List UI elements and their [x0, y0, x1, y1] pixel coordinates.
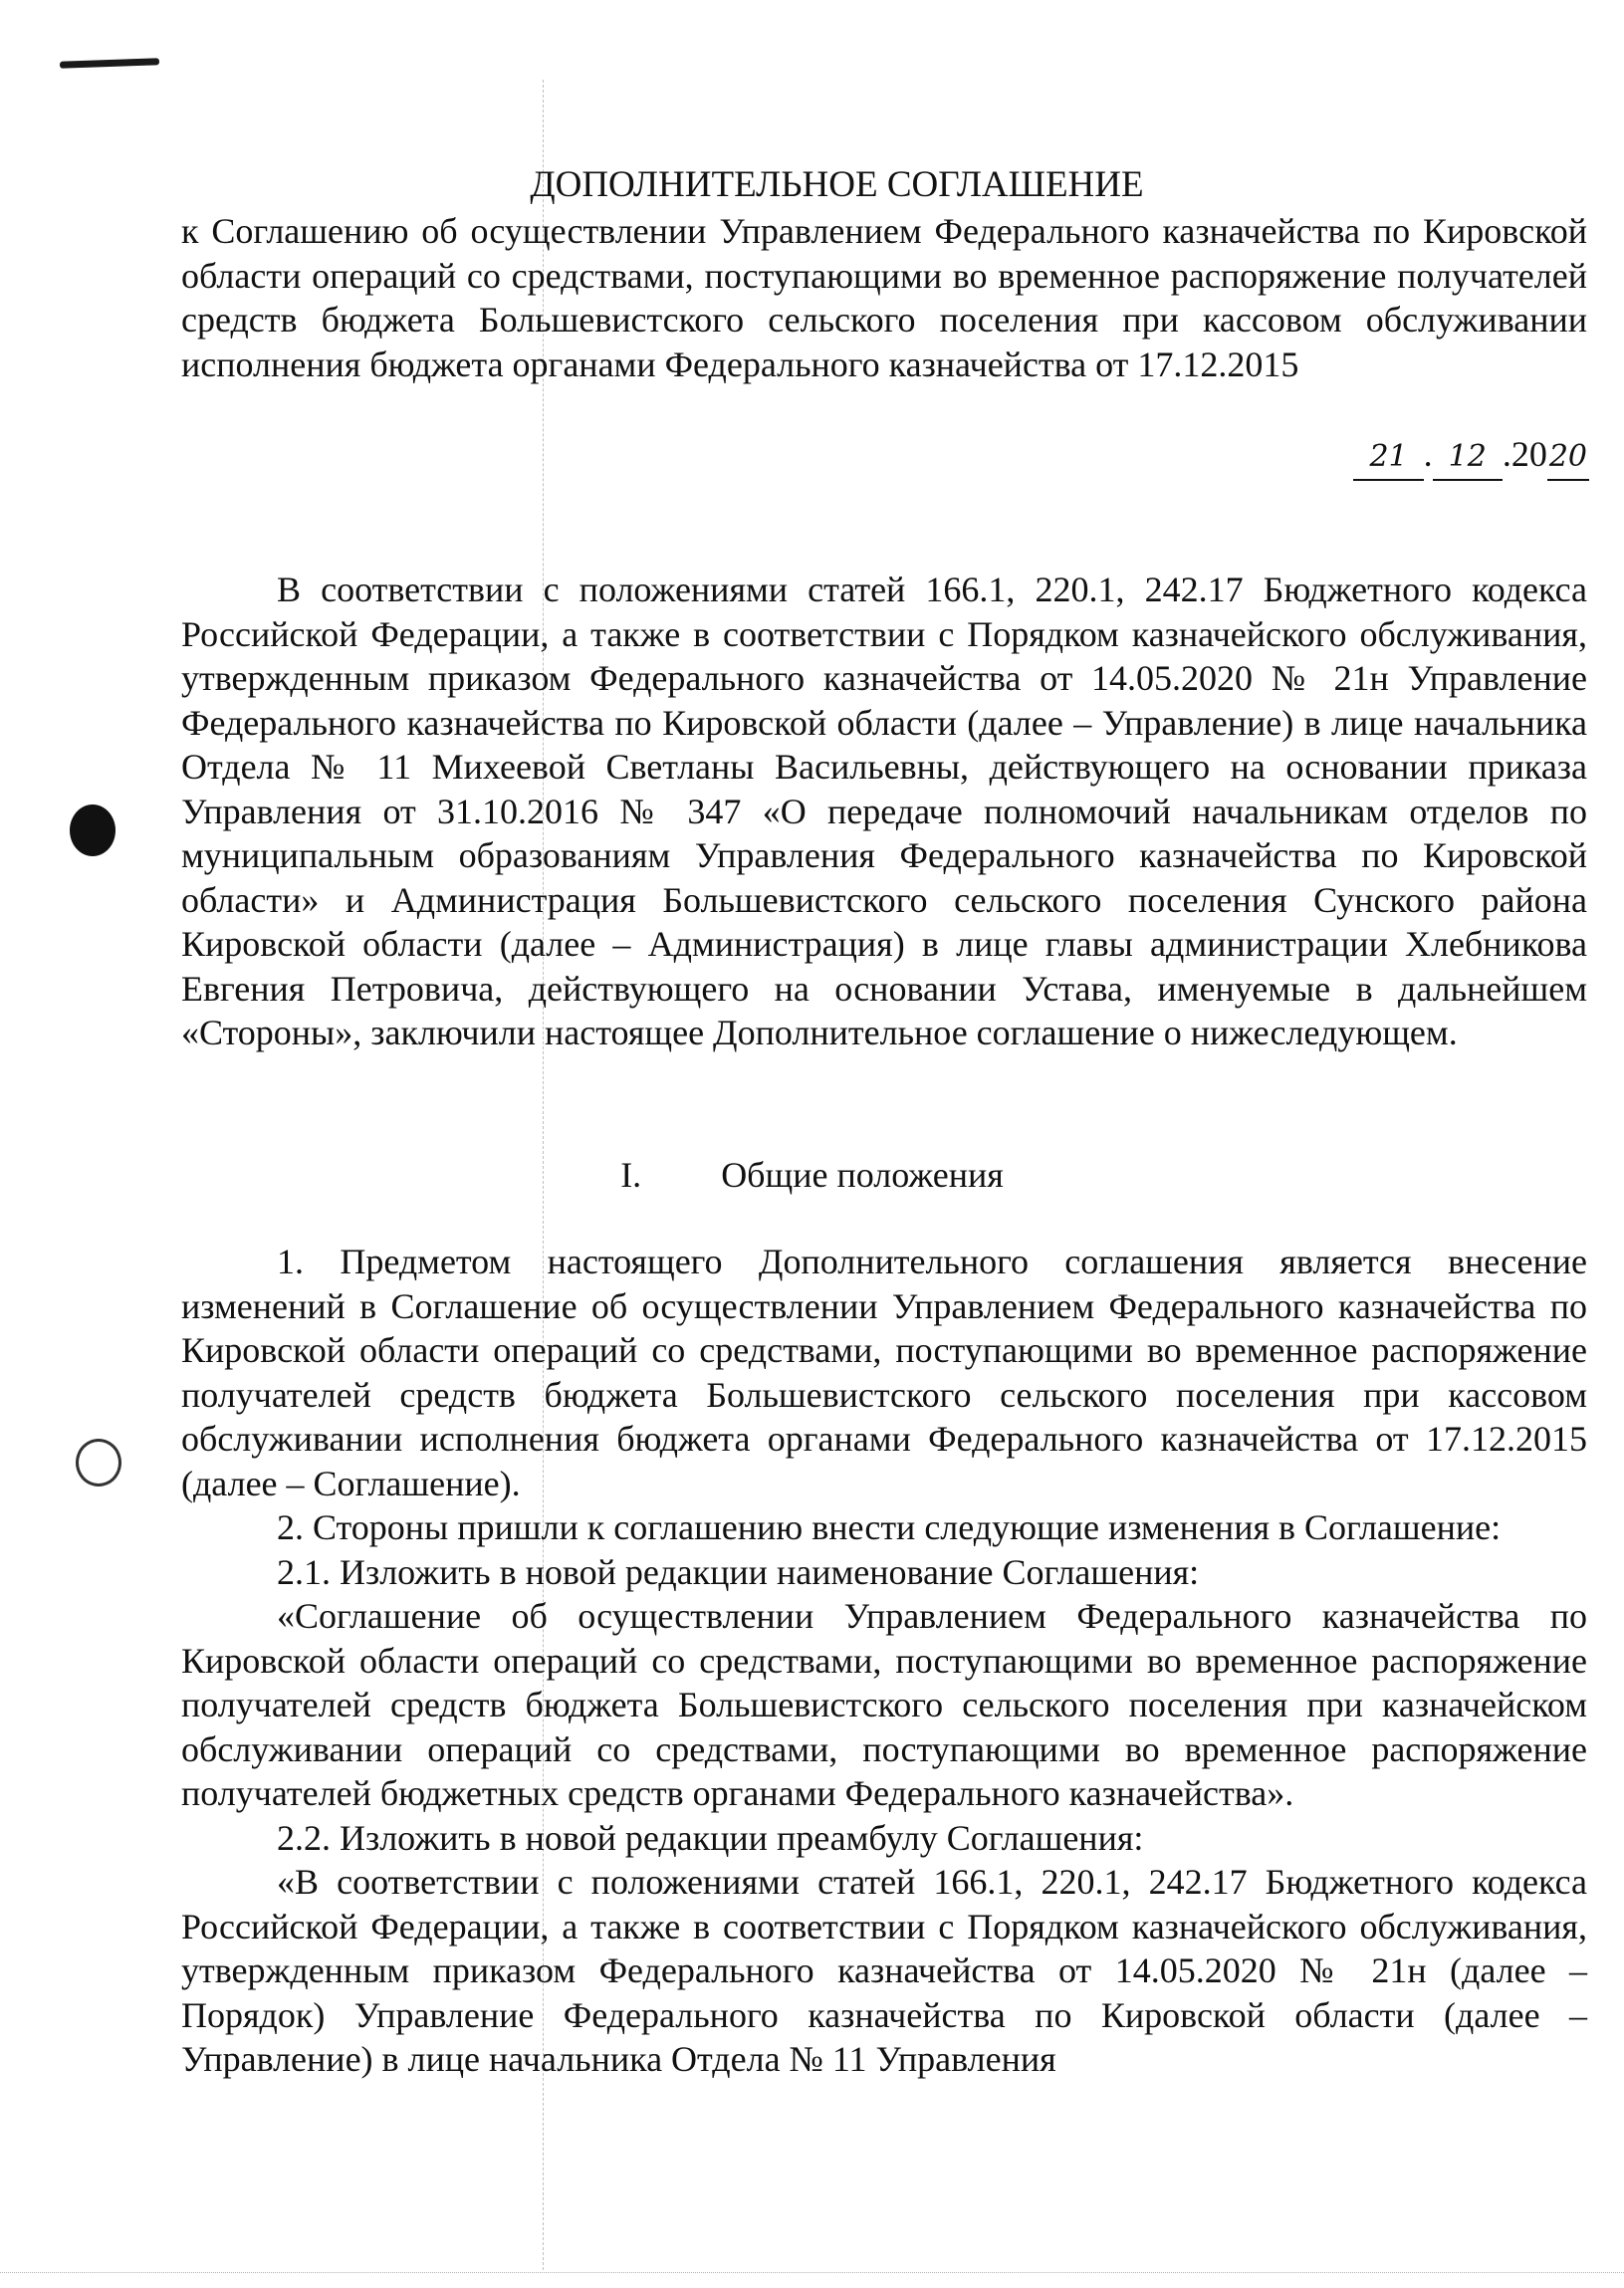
date-year-prefix: .20: [1502, 434, 1547, 474]
preamble-text: В соответствии с положениями статей 166.1, 220.1, 242.17 Бюджетного кодекса Российской Федерации, а также в соответствии с Порядком казначейского обслуживания, утвержденным приказом Федерального казначейства от 14.05.2020 № 21н Управление Федерального казначейства по Кировской области (далее – Управление) в лице начальника Отдела № 11 Михеевой Светланы Васильевны, действующего на основании приказа Управления от 31.10.2016 № 347 «О передаче полномочий начальникам отделов по муниципальным образованиям Управления Федерального казначейства по Кировской области» и Администрация Большевистского сельского поселения Сунского района Кировской области (далее – Администрация) в лице главы администрации Хлебникова Евгения Петровича, действующего на основании Устава, именуемые в дальнейшем «Стороны», заключили настоящее Дополнительное соглашение о нижеследующем.: [181, 570, 1587, 1052]
body-paragraphs: [181, 1240, 1587, 2082]
subtitle-text: к Соглашению об осуществлении Управлением Федерального казначейства по Кировской области операций со средствами, поступающими во временное распоряжение получателей средств бюджета Большевистского сельского поселения при кассовом обслуживании исполнения бюджета органами Федерального казначейства от 17.12.2015: [181, 211, 1587, 384]
section-number: I.: [620, 1155, 642, 1195]
section-heading: [0, 1153, 1624, 1197]
date-month: 12: [1433, 435, 1503, 481]
paragraph-2-2-text: «В соответствии с положениями статей 166.1, 220.1, 242.17 Бюджетного кодекса Российской Федерации, а также в соответствии с Порядком казначейского обслуживания, утвержденным приказом Федерального казначейства от 14.05.2020 № 21н (далее – Порядок) Управление Федерального казначейства по Кировской области (далее – Управление) в лице начальника Отдела № 11 Управления: [181, 1862, 1587, 2079]
scan-edge: [0, 2272, 1624, 2277]
scan-mark: [60, 58, 159, 68]
date-year-suffix: 20: [1547, 435, 1589, 481]
punch-hole-outline-mark: [76, 1439, 121, 1487]
document-subtitle: [181, 209, 1587, 386]
paragraph-2-2: 2.2. Изложить в новой редакции преамбулу Соглашения:: [277, 1817, 1144, 1858]
punch-hole-mark: [70, 804, 116, 856]
preamble-block: [181, 568, 1587, 1055]
document-date: 21 . 12 .2020: [1353, 432, 1589, 481]
document-title: ДОПОЛНИТЕЛЬНОЕ СОГЛАШЕНИЕ: [530, 164, 1144, 205]
paragraph-2-1-text: «Соглашение об осуществлении Управлением Федерального казначейства по Кировской области операций со средствами, поступающими во временное распоряжение получателей средств бюджета Большевистского сельского поселения при казначейском обслуживании операций со средствами, поступающими во временное распоряжение получателей бюджетных средств органами Федерального казначейства».: [181, 1596, 1587, 1813]
section-title: Общие положения: [721, 1155, 1004, 1195]
paragraph-1: 1. Предметом настоящего Дополнительного соглашения является внесение изменений в Соглашение об осуществлении Управлением Федерального казначейства по Кировской области операций со средствами, поступающими во временное распоряжение получателей средств бюджета Большевистского сельского поселения при кассовом обслуживании исполнения бюджета органами Федерального казначейства от 17.12.2015 (далее – Соглашение).: [181, 1242, 1587, 1503]
paragraph-2: 2. Стороны пришли к соглашению внести следующие изменения в Соглашение:: [277, 1507, 1502, 1547]
paragraph-2-1: 2.1. Изложить в новой редакции наименование Соглашения:: [277, 1551, 1200, 1592]
date-day: 21: [1353, 435, 1423, 481]
